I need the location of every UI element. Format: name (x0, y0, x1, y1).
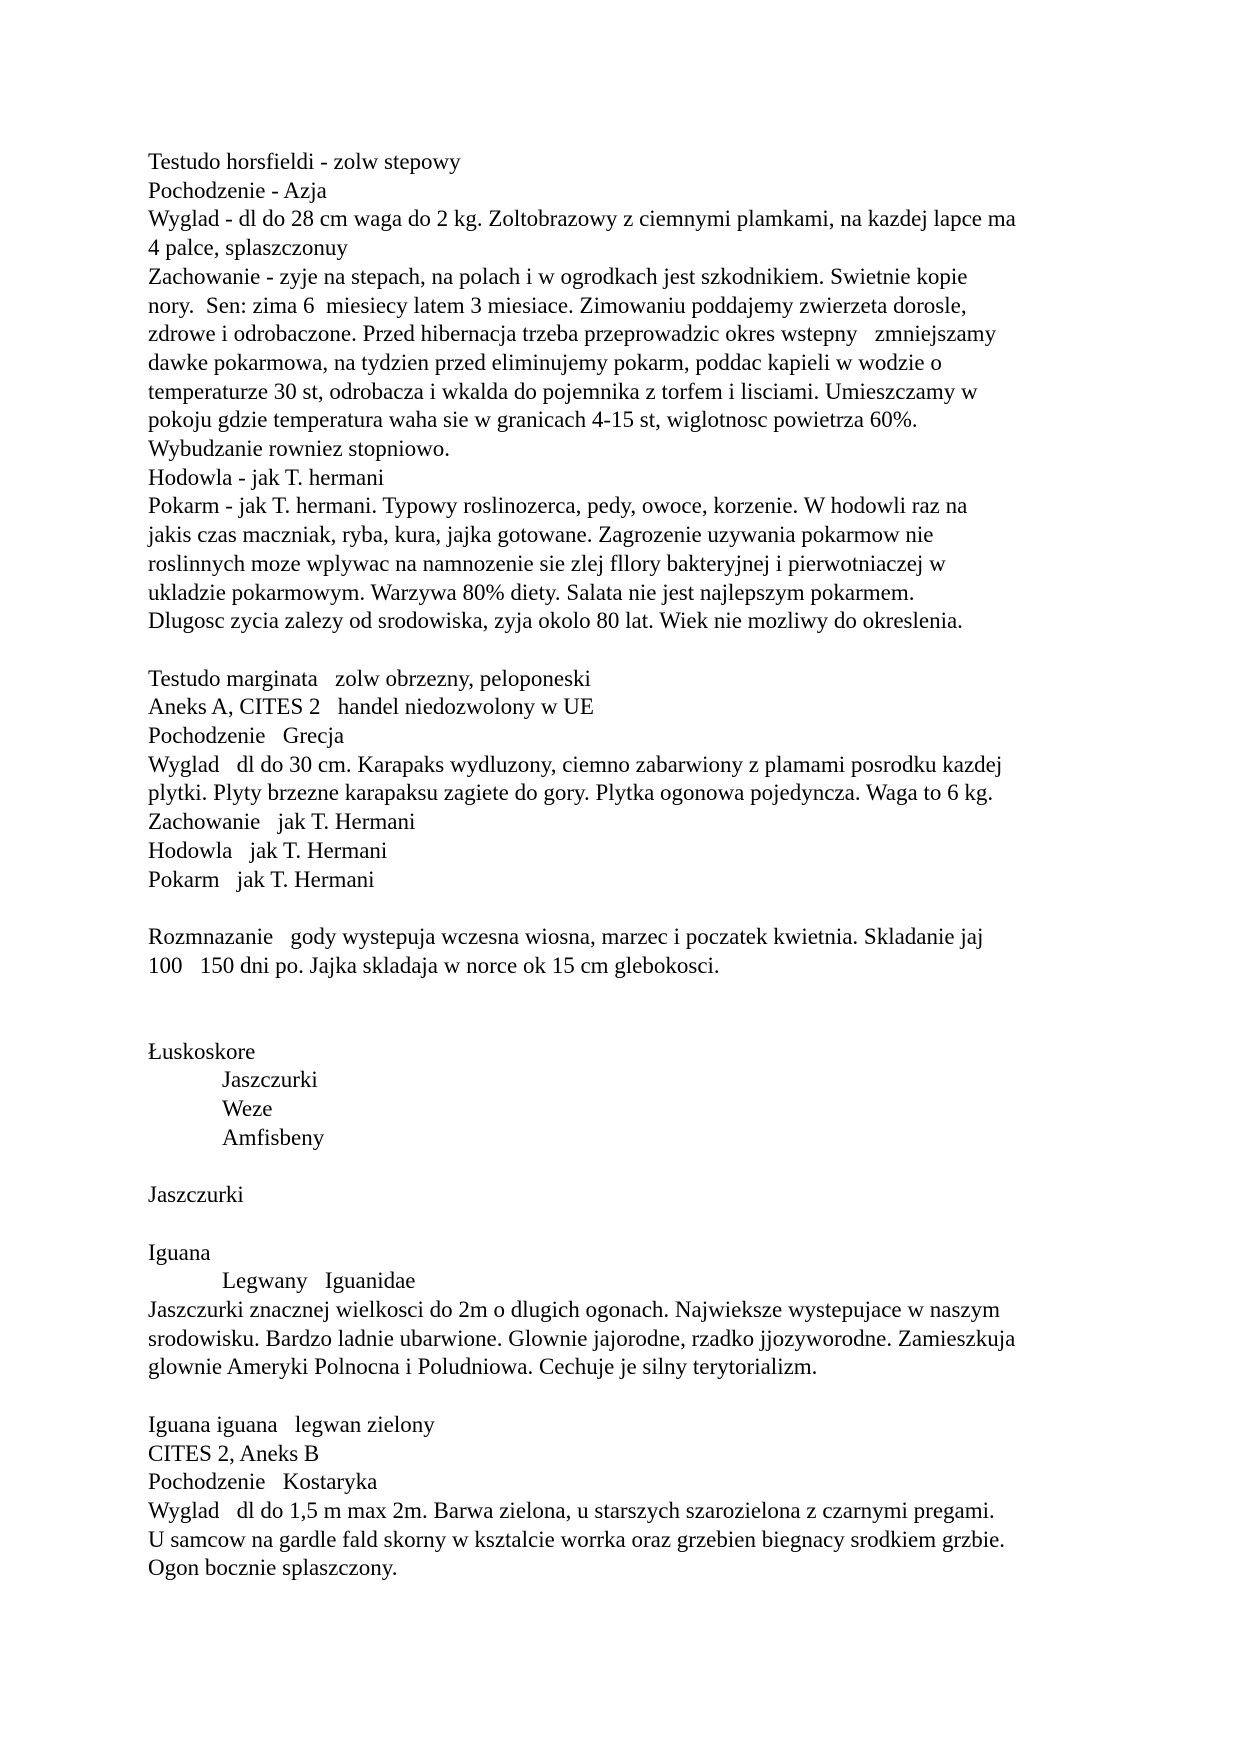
text-line: Aneks A, CITES 2 handel niedozwolony w UE (148, 694, 594, 720)
paragraph-gap (148, 894, 1108, 923)
text-line: Wybudzanie rowniez stopniowo. (148, 436, 451, 462)
section-heading: Łuskoskore (148, 1038, 256, 1064)
text-line: Pochodzenie Kostaryka (148, 1469, 378, 1495)
text-line: temperaturze 30 st, odrobacza i wkalda do pojemnika z torfem i lisciami. Umieszczamy w (148, 378, 978, 404)
section-testudo-marginata (148, 665, 1108, 895)
text-line: Testudo horsfieldi - zolw stepowy (148, 149, 461, 174)
text-line: U samcow na gardle fald skorny w ksztalcie worrka oraz grzebien biegnacy srodkiem grzbie. (148, 1526, 1006, 1552)
text-line: glownie Ameryki Polnocna i Poludniowa. Cechuje je silny terytorializm. (148, 1354, 818, 1380)
text-line: Wyglad - dl do 28 cm waga do 2 kg. Zoltobrazowy z ciemnymi plamkami, na kazdej lapce ma (148, 206, 1016, 232)
text-line: Pokarm jak T. Hermani (148, 866, 375, 892)
text-line: pokoju gdzie temperatura waha sie w granicach 4-15 st, wiglotnosc powietrza 60%. (148, 407, 918, 433)
paragraph-gap (148, 1210, 1108, 1239)
text-line: Rozmnazanie gody wystepuja wczesna wiosna, marzec i poczatek kwietnia. Skladanie jaj (148, 923, 984, 949)
text-line: Hodowla jak T. Hermani (148, 837, 388, 863)
list-item: Amfisbeny (222, 1124, 325, 1150)
text-line: ukladzie pokarmowym. Warzywa 80% diety. Salata nie jest najlepszym pokarmem. (148, 579, 915, 605)
subheading: Legwany Iguanidae (222, 1268, 416, 1294)
paragraph-gap (148, 1153, 1108, 1182)
document-page (148, 148, 1108, 1583)
text-line: Wyglad dl do 30 cm. Karapaks wydluzony, ciemno zabarwiony z plamami posrodku kazdej (148, 751, 1003, 777)
text-line: Ogon bocznie splaszczony. (148, 1555, 398, 1581)
paragraph-gap (148, 1382, 1108, 1411)
text-line: roslinnych moze wplywac na namnozenie sie zlej fllory bakteryjnej i pierwotniaczej w (148, 550, 946, 576)
text-line: Testudo marginata zolw obrzezny, peloponeski (148, 665, 591, 691)
list-item: Weze (222, 1096, 273, 1122)
text-line: Zachowanie - zyje na stepach, na polach i w ogrodkach jest szkodnikiem. Swietnie kopie (148, 263, 968, 289)
text-line: zdrowe i odrobaczone. Przed hibernacja trzeba przeprowadzic okres wstepny zmniejszamy (148, 321, 997, 347)
text-line: Dlugosc zycia zalezy od srodowiska, zyja okolo 80 lat. Wiek nie mozliwy do okreslenia. (148, 608, 963, 634)
text-line: Pokarm - jak T. hermani. Typowy roslinozerca, pedy, owoce, korzenie. W hodowli raz na (148, 493, 968, 519)
section-luskoskore (148, 1038, 1108, 1153)
section-rozmnazanie (148, 923, 1108, 980)
text-line: jakis czas maczniak, ryba, kura, jajka gotowane. Zagrozenie uzywania pokarmow nie (148, 522, 934, 548)
section-iguana-iguana (148, 1411, 1108, 1583)
section-testudo-horsfieldi (148, 148, 1108, 636)
text-line: Pochodzenie - Azja (148, 177, 327, 203)
text-line: Pochodzenie Grecja (148, 723, 345, 749)
text-line: dawke pokarmowa, na tydzien przed eliminujemy pokarm, poddac kapieli w wodzie o (148, 349, 942, 375)
text-line: plytki. Plyty brzezne karapaksu zagiete do gory. Plytka ogonowa pojedyncza. Waga to 6 kg. (148, 780, 994, 806)
section-heading: Iguana (148, 1239, 211, 1265)
text-line: Wyglad dl do 1,5 m max 2m. Barwa zielona, u starszych szarozielona z czarnymi pregami. (148, 1497, 995, 1523)
text-line: Zachowanie jak T. Hermani (148, 809, 416, 835)
text-line: 4 palce, splaszczonuy (148, 235, 348, 261)
list-item: Jaszczurki (222, 1067, 318, 1093)
text-line: Hodowla - jak T. hermani (148, 464, 385, 490)
text-line: 100 150 dni po. Jajka skladaja w norce ok 15 cm glebokosci. (148, 952, 720, 978)
text-line: Jaszczurki znacznej wielkosci do 2m o dlugich ogonach. Najwieksze wystepujace w naszym (148, 1297, 1000, 1323)
paragraph-gap (148, 980, 1108, 1009)
text-line: Iguana iguana legwan zielony (148, 1411, 435, 1437)
text-line: srodowisku. Bardzo ladnie ubarwione. Glownie jajorodne, rzadko jjozyworodne. Zamieszkuja (148, 1325, 1016, 1351)
section-heading: Jaszczurki (148, 1182, 244, 1208)
section-jaszczurki (148, 1181, 1108, 1210)
paragraph-gap (148, 1009, 1108, 1038)
paragraph-gap (148, 636, 1108, 665)
section-iguana (148, 1239, 1108, 1383)
text-line: CITES 2, Aneks B (148, 1440, 320, 1466)
text-line: nory. Sen: zima 6 miesiecy latem 3 miesiace. Zimowaniu poddajemy zwierzeta dorosle, (148, 292, 967, 318)
